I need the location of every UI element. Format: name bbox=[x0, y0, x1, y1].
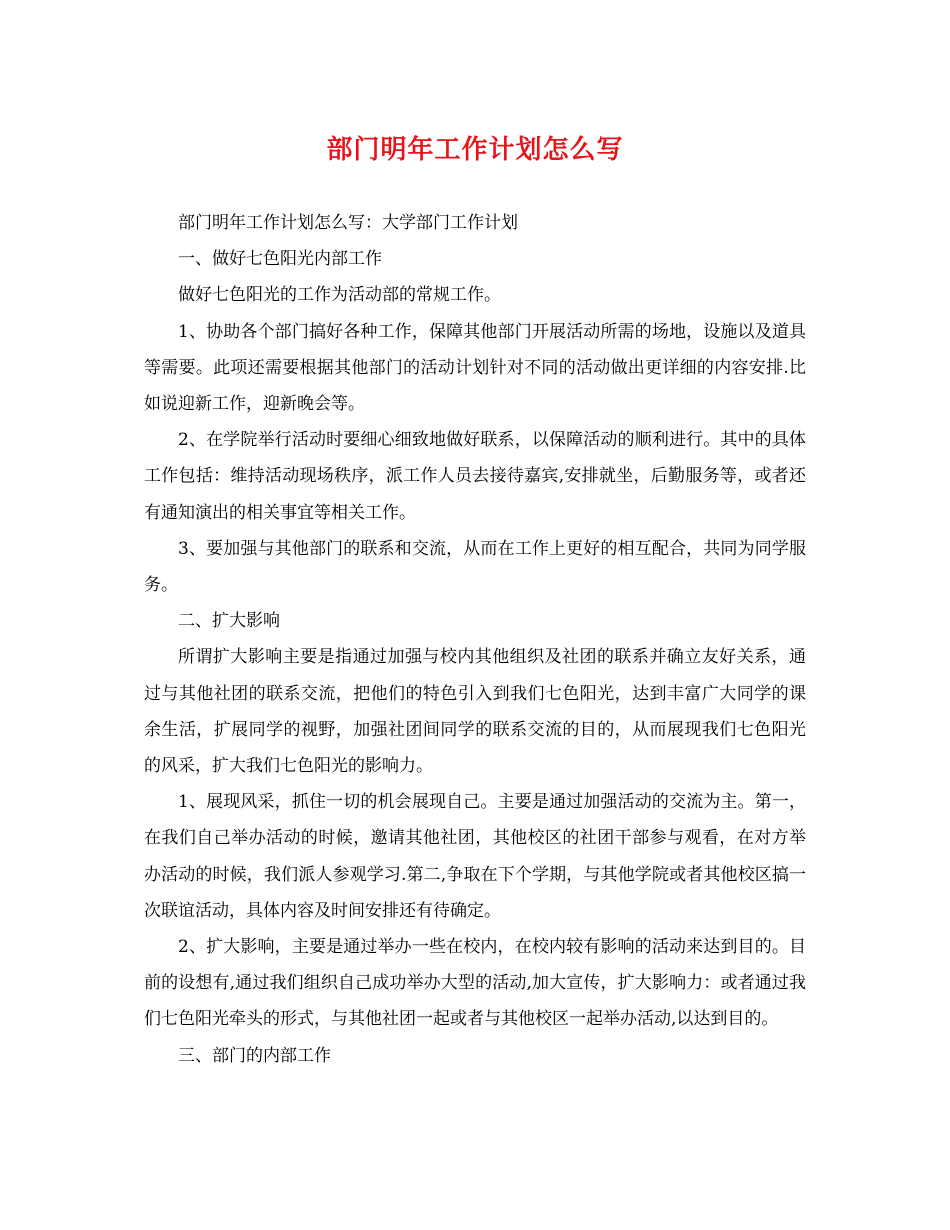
section-heading-1: 一、做好七色阳光内部工作 bbox=[178, 249, 382, 270]
paragraph-subtitle: 部门明年工作计划怎么写：大学部门工作计划 bbox=[178, 213, 518, 233]
paragraph: 1、展现风采，抓住一切的机会展现自己。主要是通过加强活动的交流为主。第一，在我们自己举办活动的时候，邀请其他社团，其他校区的社团干部参与观看，在对方举办活动的时候，我们派人参观学习.第二,争取在下个学期，与其他学院或者其他校区搞一次联谊活动，具体内容及时间安排还有待确定。 bbox=[144, 792, 806, 921]
section-heading-3: 三、部门的内部工作 bbox=[178, 1045, 331, 1066]
section-heading-2: 二、扩大影响 bbox=[178, 611, 280, 632]
paragraph: 1、协助各个部门搞好各种工作，保障其他部门开展活动所需的场地，设施以及道具等需要。此项还需要根据其他部门的活动计划针对不同的活动做出更详细的内容安排.比如说迎新工作，迎新晚会等。 bbox=[144, 321, 806, 415]
document-title: 部门明年工作计划怎么写 bbox=[326, 135, 624, 165]
paragraph: 3、要加强与其他部门的联系和交流，从而在工作上更好的相互配合，共同为同学服务。 bbox=[144, 538, 806, 596]
document-body bbox=[144, 205, 806, 1074]
paragraph: 2、在学院举行活动时要细心细致地做好联系，以保障活动的顺利进行。其中的具体工作包括：维持活动现场秩序，派工作人员去接待嘉宾,安排就坐，后勤服务等，或者还有通知演出的相关事宜等相关工作。 bbox=[144, 430, 806, 523]
paragraph: 所谓扩大影响主要是指通过加强与校内其他组织及社团的联系并确立友好关系，通过与其他社团的联系交流，把他们的特色引入到我们七色阳光，达到丰富广大同学的课余生活，扩展同学的视野，加强社团间同学的联系交流的目的，从而展现我们七色阳光的风采，扩大我们七色阳光的影响力。 bbox=[144, 647, 806, 777]
paragraph: 做好七色阳光的工作为活动部的常规工作。 bbox=[178, 285, 501, 306]
paragraph: 2、扩大影响，主要是通过举办一些在校内，在校内较有影响的活动来达到目的。目前的设想有,通过我们组织自己成功举办大型的活动,加大宣传，扩大影响力：或者通过我们七色阳光牵头的形式，与其他社团一起或者与其他校区一起举办活动,以达到目的。 bbox=[144, 937, 806, 1030]
